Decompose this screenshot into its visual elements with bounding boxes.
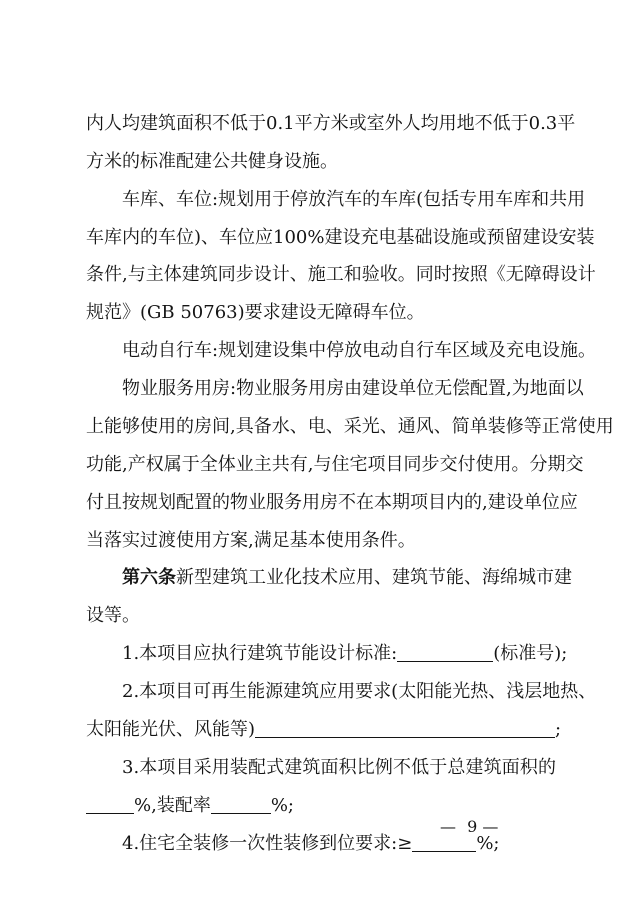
item-2-text: 太阳能光伏、风能等) (86, 719, 256, 740)
paragraph-property-line-2: 上能够使用的房间,具备水、电、采光、通风、简单装修等正常使用 (86, 416, 614, 437)
item-1-suffix: (标准号); (493, 643, 568, 664)
paragraph-property-line-4: 付且按规划配置的物业服务用房不在本期项目内的,建设单位应 (86, 492, 578, 513)
item-3-suffix: %; (270, 795, 294, 816)
item-3-blank-area[interactable] (86, 795, 134, 814)
paragraph-garage-line-1: 车库、车位:规划用于停放汽车的车库(包括专用车库和共用 (122, 189, 586, 210)
item-1 (122, 643, 568, 665)
article-6-title-cont: 设等。 (86, 605, 140, 626)
item-1-text: 1.本项目应执行建筑节能设计标准: (122, 643, 398, 664)
article-6-title: 新型建筑工业化技术应用、建筑节能、海绵城市建 (176, 567, 572, 588)
footer-dash-left: — (440, 817, 462, 836)
paragraph-property-line-1: 物业服务用房:物业服务用房由建设单位无偿配置,为地面以 (122, 378, 584, 399)
footer-dash-right: — (482, 817, 505, 836)
item-3-blank-rate[interactable] (211, 795, 271, 814)
paragraph-fitness-line-2: 方米的标准配建公共健身设施。 (86, 151, 338, 172)
paragraph-property-line-5: 当落实过渡使用方案,满足基本使用条件。 (86, 530, 416, 551)
item-2-line-2 (86, 719, 562, 741)
item-2-suffix: ; (555, 719, 562, 740)
paragraph-garage-line-4: 规范》(GB 50763)要求建设无障碍车位。 (86, 302, 425, 323)
article-6-label: 第六条 (122, 567, 176, 588)
page-number: 9 (467, 817, 478, 836)
paragraph-garage-line-2: 车库内的车位)、车位应100%建设充电基础设施或预留建设安装 (86, 227, 595, 248)
page-footer (440, 816, 504, 838)
paragraph-fitness-line-1: 内人均建筑面积不低于0.1平方米或室外人均用地不低于0.3平 (86, 113, 576, 134)
item-3-line-2 (86, 795, 556, 817)
item-3-line-1: 3.本项目采用装配式建筑面积比例不低于总建筑面积的 (122, 757, 556, 778)
item-2-line-1: 2.本项目可再生能源建筑应用要求(太阳能光热、浅层地热、 (122, 681, 597, 702)
item-1-blank[interactable] (397, 643, 493, 662)
item-4-suffix: %; (476, 833, 500, 854)
article-6-heading (122, 567, 572, 589)
paragraph-ebike: 电动自行车:规划建设集中停放电动自行车区域及充电设施。 (122, 340, 597, 361)
item-4-text: 4.住宅全装修一次性装修到位要求:≥ (122, 833, 413, 854)
paragraph-garage-line-3: 条件,与主体建筑同步设计、施工和验收。同时按照《无障碍设计 (86, 264, 596, 285)
item-2-blank[interactable] (255, 719, 555, 738)
item-3-text: %,装配率 (134, 795, 211, 816)
paragraph-property-line-3: 功能,产权属于全体业主共有,与住宅项目同步交付使用。分期交 (86, 454, 584, 475)
